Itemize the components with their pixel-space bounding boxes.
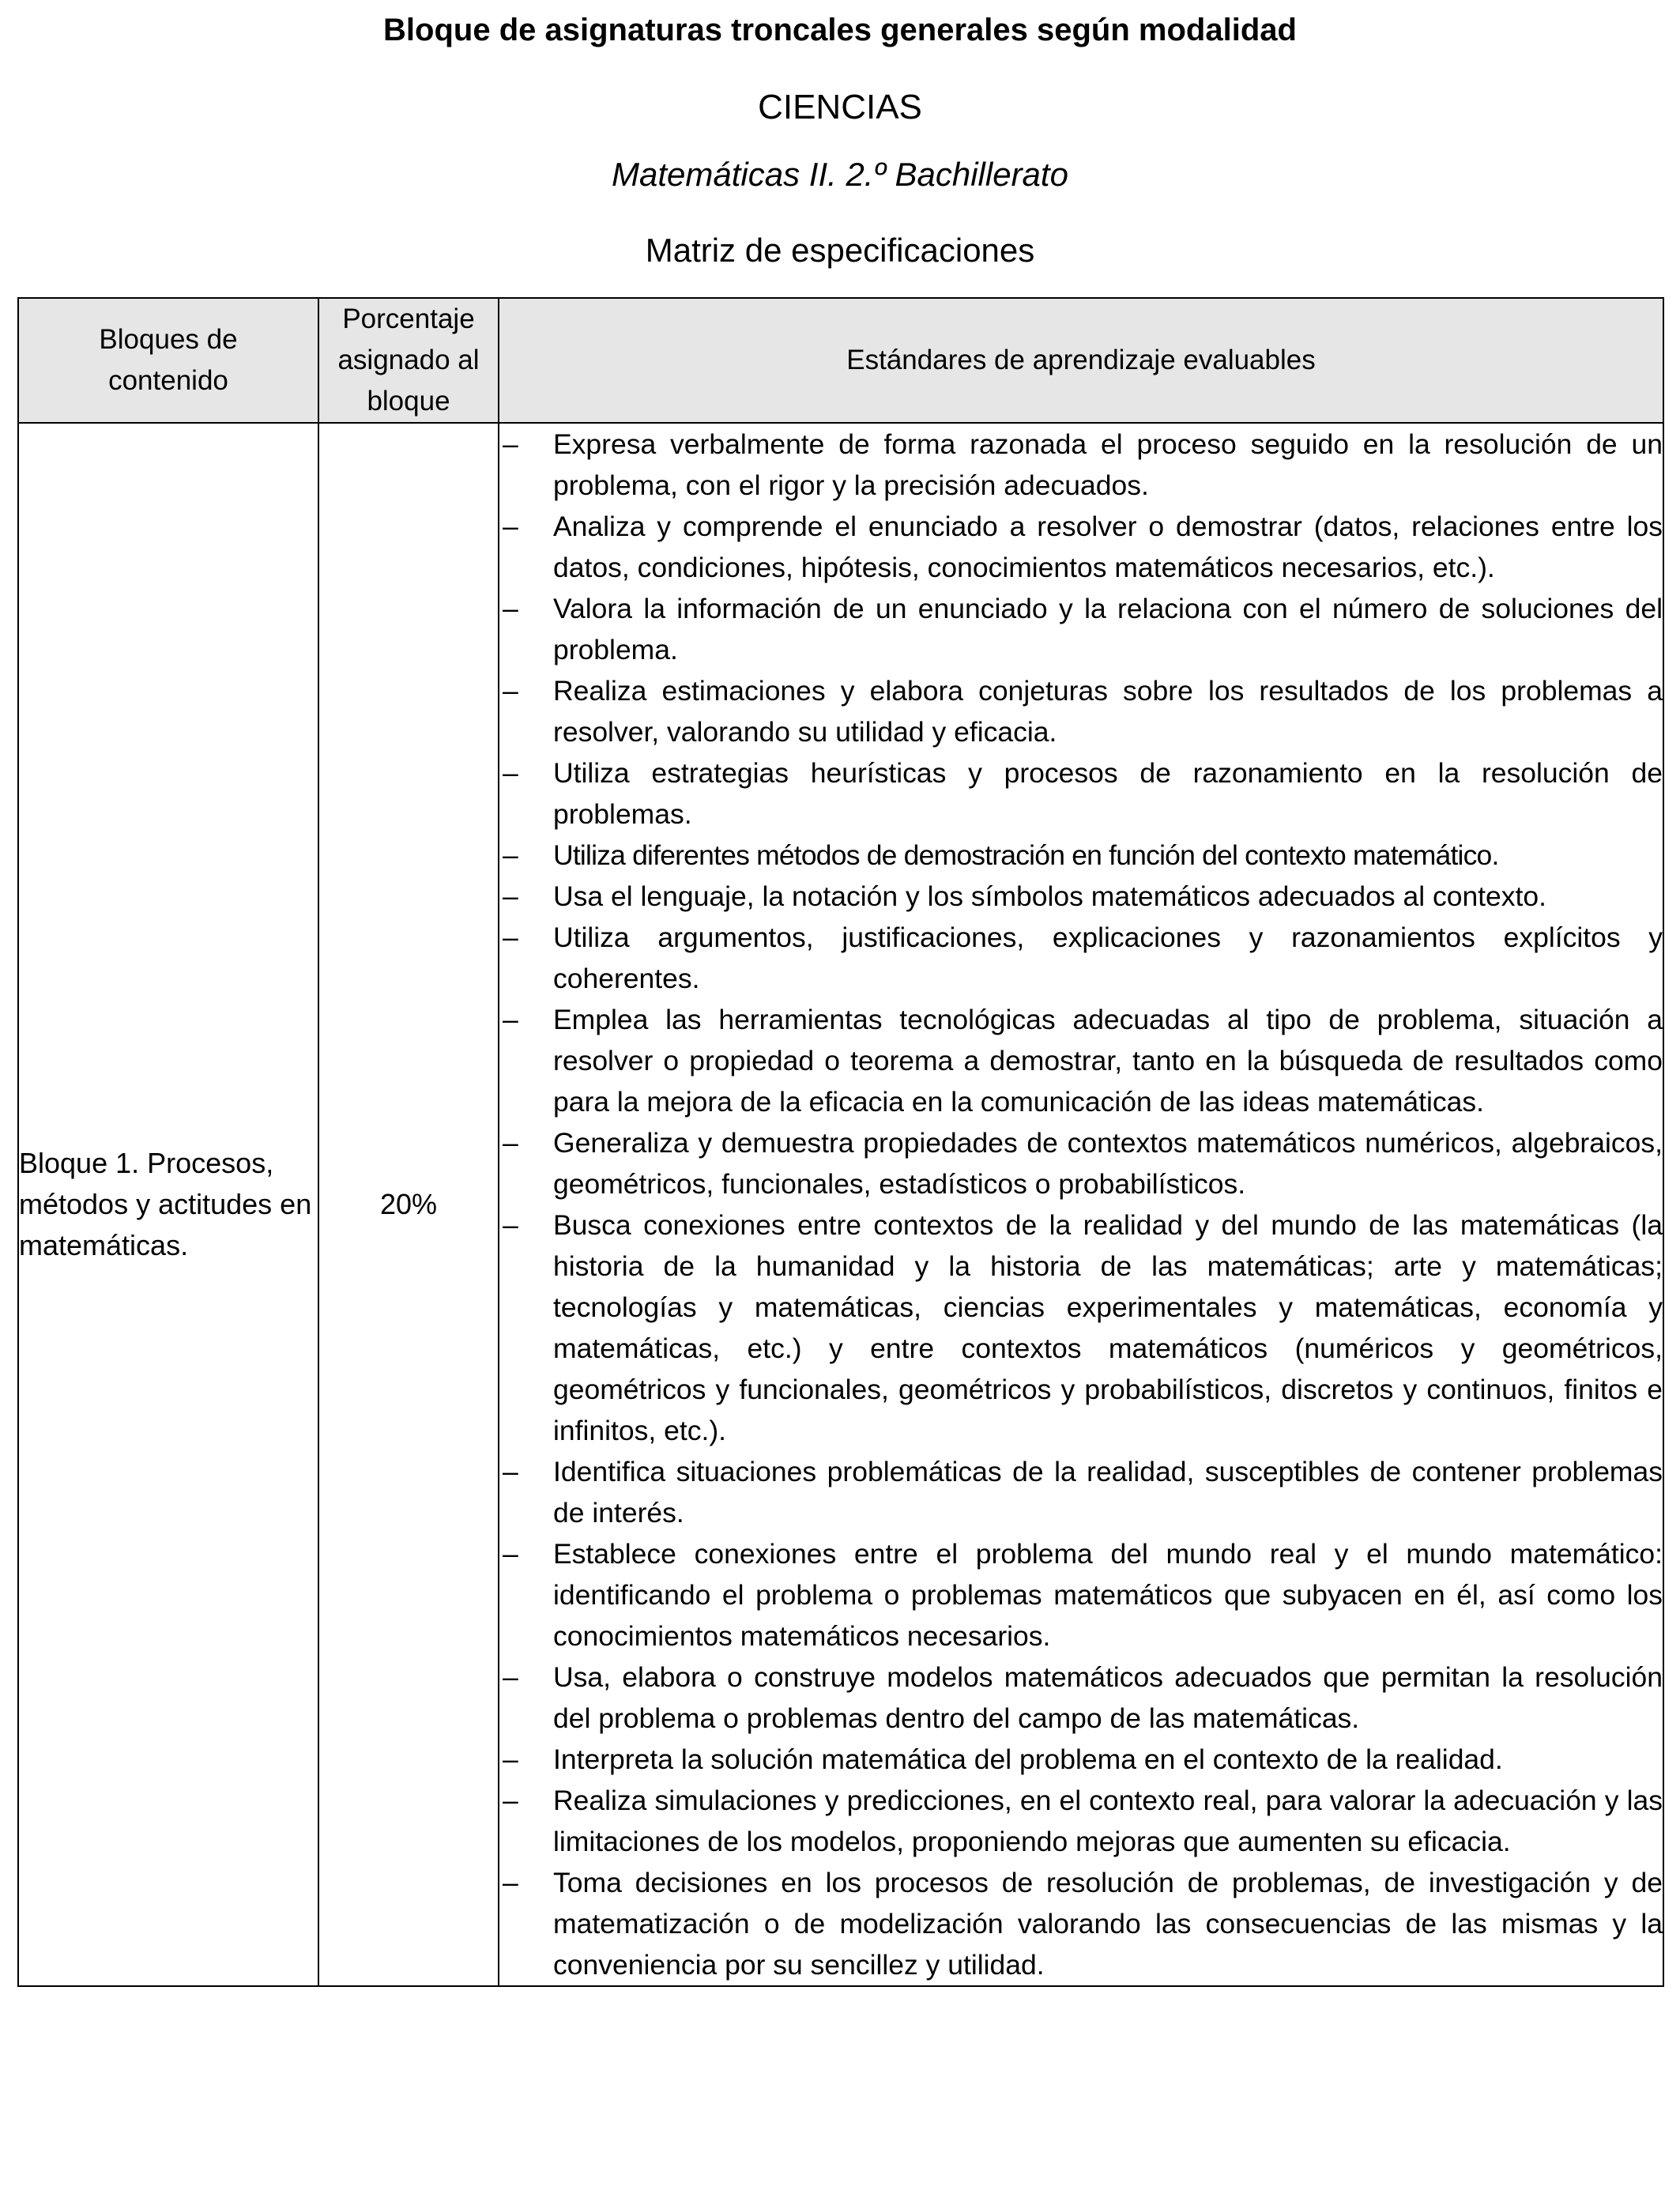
standard-item: [499, 588, 1663, 670]
header-standards-label: Estándares de aprendizaje evaluables: [846, 345, 1316, 375]
dash-bullet: –: [503, 922, 518, 953]
standard-item: [499, 752, 1663, 835]
dash-bullet: –: [503, 839, 518, 871]
standard-item: [499, 999, 1663, 1122]
standard-text: Busca conexiones entre contextos de la realidad y del mundo de las matemáticas (la historia de la humanidad y la historia de las matemáticas; arte y matemáticas; tecnologías y matemáticas, ciencias experimentales y matemáticas, economía y matemáticas, etc.) y entre contextos matemáticos (numéricos y geométricos, geométricos y funcionales, geométricos y probabilísticos, discretos y continuos, finitos e infinitos, etc.).: [553, 1209, 1663, 1446]
standard-item: [499, 670, 1663, 752]
dash-bullet: –: [503, 428, 518, 460]
dash-bullet: –: [503, 1004, 518, 1035]
standard-item: [499, 876, 1663, 917]
standard-text: Utiliza estrategias heurísticas y procesos de razonamiento en la resolución de problemas.: [553, 757, 1663, 830]
header-blocks-label: Bloques de contenido: [99, 324, 238, 396]
standard-item: [499, 506, 1663, 588]
standard-text: Realiza simulaciones y predicciones, en el contexto real, para valorar la adecuación y las limitaciones de los modelos, proponiendo mejoras que aumenten su eficacia.: [553, 1785, 1663, 1857]
standards-cell: [499, 423, 1663, 1986]
dash-bullet: –: [503, 880, 518, 912]
standard-text: Valora la información de un enunciado y la relaciona con el número de soluciones del problema.: [553, 593, 1663, 665]
standards-list: [499, 424, 1663, 1985]
standard-text: Establece conexiones entre el problema del mundo real y el mundo matemático: identificando el problema o problemas matemáticos que subyacen en él, así como los conocimientos matemáticos necesarios.: [553, 1538, 1663, 1652]
dash-bullet: –: [503, 511, 518, 542]
standard-item: [499, 835, 1663, 876]
standard-item: [499, 1739, 1663, 1780]
block-name-cell: [18, 423, 318, 1986]
dash-bullet: –: [503, 1744, 518, 1775]
standard-text: Usa el lenguaje, la notación y los símbolos matemáticos adecuados al contexto.: [553, 880, 1547, 912]
standard-item: [499, 424, 1663, 506]
matrix-title: Matriz de especificaciones: [645, 232, 1035, 269]
block-percentage: 20%: [379, 1188, 438, 1220]
standard-text: Realiza estimaciones y elabora conjeturas sobre los resultados de los problemas a resolver, valorando su utilidad y eficacia.: [553, 675, 1663, 748]
dash-bullet: –: [503, 1456, 518, 1487]
dash-bullet: –: [503, 1127, 518, 1159]
standard-text: Identifica situaciones problemáticas de la realidad, susceptibles de contener problemas de interés.: [553, 1456, 1663, 1529]
table-header-row: [18, 298, 1663, 423]
table-row: [18, 423, 1663, 1986]
standard-item: [499, 1451, 1663, 1533]
header-percentage-label: Porcentaje asignado al bloque: [337, 303, 480, 417]
standard-text: Expresa verbalmente de forma razonada el proceso seguido en la resolución de un problema, con el rigor y la precisión adecuados.: [553, 428, 1663, 501]
standard-text: Analiza y comprende el enunciado a resolver o demostrar (datos, relaciones entre los datos, condiciones, hipótesis, conocimientos matemáticos necesarios, etc.).: [553, 511, 1663, 583]
standard-text: Toma decisiones en los procesos de resolución de problemas, de investigación y de matematización o de modelización valorando las consecuencias de las mismas y la conveniencia por su sencillez y utilidad.: [553, 1867, 1663, 1981]
standard-item: [499, 1862, 1663, 1985]
standard-item: [499, 1780, 1663, 1862]
standard-item: [499, 1657, 1663, 1739]
standard-item: [499, 1122, 1663, 1204]
dash-bullet: –: [503, 675, 518, 707]
dash-bullet: –: [503, 1209, 518, 1241]
dash-bullet: –: [503, 1538, 518, 1570]
dash-bullet: –: [503, 757, 518, 789]
header-standards: [499, 298, 1663, 423]
standard-text: Utiliza argumentos, justificaciones, explicaciones y razonamientos explícitos y coherentes.: [553, 922, 1663, 994]
header-blocks: [18, 298, 318, 423]
dash-bullet: –: [503, 1867, 518, 1898]
subject-title: Matemáticas II. 2.º Bachillerato: [612, 156, 1068, 193]
specifications-table: [17, 297, 1664, 1987]
block-percentage-cell: [318, 423, 499, 1986]
standard-text: Usa, elabora o construye modelos matemáticos adecuados que permitan la resolución del problema o problemas dentro del campo de las matemáticas.: [553, 1661, 1663, 1734]
standard-text: Emplea las herramientas tecnológicas adecuadas al tipo de problema, situación a resolver o propiedad o teorema a demostrar, tanto en la búsqueda de resultados como para la mejora de la eficacia en la comunicación de las ideas matemáticas.: [553, 1004, 1663, 1118]
standard-text: Interpreta la solución matemática del problema en el contexto de la realidad.: [553, 1744, 1503, 1775]
page-heading: Bloque de asignaturas troncales generales según modalidad: [383, 13, 1297, 47]
modality-title: CIENCIAS: [758, 88, 922, 126]
header-percentage: [318, 298, 499, 423]
standard-item: [499, 1204, 1663, 1451]
dash-bullet: –: [503, 1661, 518, 1693]
standard-text: Generaliza y demuestra propiedades de contextos matemáticos numéricos, algebraicos, geométricos, funcionales, estadísticos o probabilísticos.: [553, 1127, 1663, 1200]
standard-item: [499, 917, 1663, 999]
standard-text: Utiliza diferentes métodos de demostración en función del contexto matemático.: [553, 839, 1499, 871]
standard-item: [499, 1533, 1663, 1657]
dash-bullet: –: [503, 1785, 518, 1816]
block-name: Bloque 1. Procesos, métodos y actitudes en matemáticas.: [19, 1147, 312, 1261]
dash-bullet: –: [503, 593, 518, 624]
